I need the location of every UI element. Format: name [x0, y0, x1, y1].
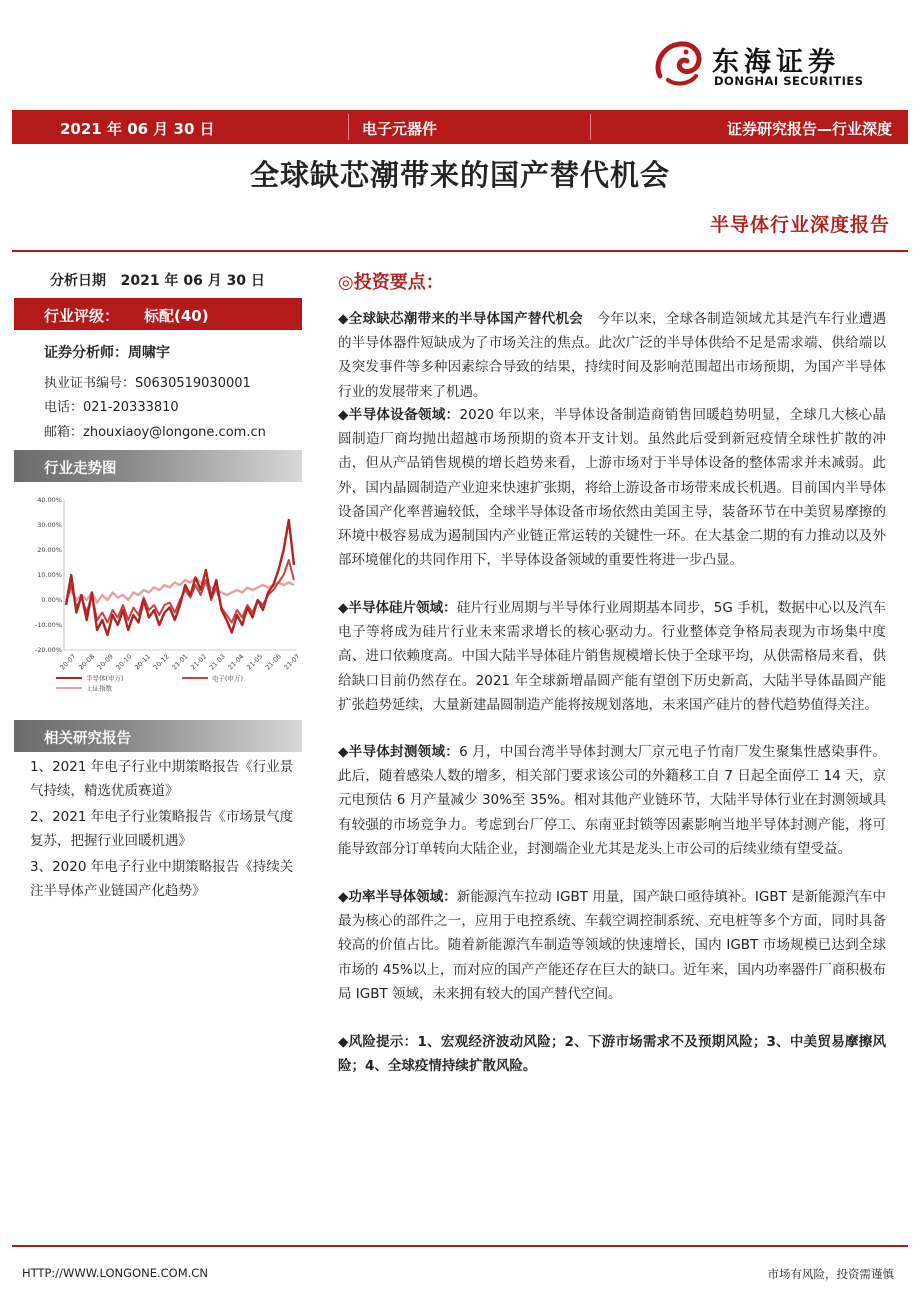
footer-divider	[12, 1245, 908, 1247]
trend-chart-svg	[34, 490, 302, 710]
x-tick-label: 20-10	[114, 652, 134, 672]
report-type: 证券研究报告—行业深度	[726, 120, 892, 138]
y-tick-label: 10.00%	[37, 571, 62, 579]
key-point-body: 6 月，中国台湾半导体封测大厂京元电子竹南厂发生聚集性感染事件。此后，随着感染人数的增多，相关部门要求该公司的外籍移工自 7 日起全面停工 14 天，京元电预估 6 月产量减少 30%至 35%。相对其他产业链环节，大陆半导体行业在封测领域具有较强的市场竞争力。考虑到台厂停工、东南亚封锁等因素影响当地半导体封测产能，将可能导致部分订单转向大陆企业，封测端企业尤其是龙头上市公司的后续业绩有望受益。	[338, 744, 886, 857]
top-banner	[12, 110, 908, 144]
y-tick-label: 20.00%	[37, 546, 62, 554]
key-point-head: ◆功率半导体领域：	[338, 889, 457, 905]
related-report-3[interactable]: 3、2020 年电子行业中期策略报告《持续关注半导体产业链国产化趋势》	[30, 859, 294, 899]
analysis-date-value: 2021 年 06 月 30 日	[120, 273, 265, 289]
x-tick-label: 21-02	[189, 652, 209, 672]
dragon-logo-icon	[650, 36, 706, 92]
industry-rating	[14, 298, 302, 330]
key-point-head: ◆全球缺芯潮带来的半导体国产替代机会	[338, 311, 584, 327]
series-line-0	[66, 520, 294, 635]
x-tick-label: 21-07	[282, 652, 302, 672]
y-tick-label: 0.00%	[41, 596, 62, 604]
rating-value: 标配(40)	[144, 307, 209, 325]
related-section-title: 相关研究报告	[44, 731, 131, 747]
key-point-paragraph	[338, 403, 886, 572]
y-tick-label: 40.00%	[37, 496, 62, 504]
y-tick-label: -20.00%	[34, 646, 62, 654]
legend-label: 电子(申万)	[212, 674, 244, 683]
legend-label: 半导体(申万)	[86, 674, 124, 683]
company-logo	[650, 36, 895, 92]
logo-en-text: DONGHAI SECURITIES	[714, 74, 864, 88]
analysis-date-label: 分析日期	[50, 273, 106, 289]
report-date: 2021 年 06 月 30 日	[60, 120, 215, 138]
key-point-body: 新能源汽车拉动 IGBT 用量，国产缺口亟待填补。IGBT 是新能源汽车中最为核心的部件之一，应用于电控系统、车载空调控制系统、充电桩等多个方面，同时具备较高的价值占比。随着新能源汽车制造等领域的快速增长，国内 IGBT 市场规模已达到全球市场的 45%以上，而对应的国产产能还存在巨大的缺口。近年来，国内功率器件厂商积极布局 IGBT 领域，未来拥有较大的国产替代空间。	[338, 889, 886, 1002]
y-tick-label: 30.00%	[37, 521, 62, 529]
x-tick-label: 20-08	[77, 652, 97, 672]
phone: 电话：021-20333810	[44, 400, 179, 415]
key-point-body: 硅片行业周期与半导体行业周期基本同步，5G 手机，数据中心以及汽车电子等将成为硅片行业未来需求增长的核心驱动力。行业整体竞争格局表现为市场集中度高、进口依赖度高。中国大陆半导体硅片销售规模增长快于全球平均，从供需格局来看，供给缺口目前仍然存在。2021 年全球新增晶圆产能有望创下历史新高，大陆半导体晶圆产能扩张趋势延续，大量新建晶圆制造产能将按规划落地，未来国产硅片的替代趋势值得关注。	[338, 600, 887, 713]
related-section-header	[14, 720, 302, 752]
email: 邮箱：zhouxiaoy@longone.com.cn	[44, 425, 266, 440]
y-tick-label: -10.00%	[34, 621, 62, 629]
key-point-head: ◆风险提示：	[338, 1034, 418, 1050]
rating-label: 行业评级：	[44, 307, 120, 325]
x-tick-label: 21-06	[263, 652, 283, 672]
cert-number: 执业证书编号：S0630519030001	[44, 376, 251, 391]
x-tick-label: 20-07	[58, 652, 78, 672]
analyst-name: 证券分析师：周啸宇	[44, 345, 170, 361]
series-line-1	[66, 560, 294, 623]
key-point-body: 2020 年以来，半导体设备制造商销售回暖趋势明显，全球几大核心晶圆制造厂商均抛出超越市场预期的资本开支计划。虽然此后受到新冠疫情全球性扩散的冲击，但从产品销售规模的增长趋势来看，上游市场对于半导体设备的整体需求并未减弱。此外，国内晶圆制造产业迎来快速扩张期，将给上游设备市场带来成长机遇。目前国内半导体设备国产化率普遍较低，全球半导体设备市场依然由美国主导，装备环节在中美贸易摩擦的环境中极容易成为遏制国内产业链正常运转的关键性一环。在大基金二期的有力推动以及外部环境催化的共同作用下，半导体设备领域的重要性将进一步凸显。	[338, 407, 886, 569]
key-point-head: ◆半导体设备领域：	[338, 407, 460, 423]
key-point-head: ◆半导体封测领域：	[338, 744, 460, 760]
analysis-date	[50, 270, 265, 290]
x-tick-label: 20-11	[133, 652, 153, 672]
footer-url[interactable]: HTTP://WWW.LONGONE.COM.CN	[22, 1266, 208, 1280]
legend-label: 上证指数	[86, 684, 112, 693]
x-tick-label: 20-12	[151, 652, 171, 672]
related-report-1[interactable]: 1、2021 年电子行业中期策略报告《行业景气持续，精选优质赛道》	[30, 759, 294, 799]
key-point-paragraph	[338, 885, 886, 1006]
trend-section-title: 行业走势图	[44, 461, 117, 477]
risk-warning	[338, 1030, 886, 1078]
key-point-paragraph	[338, 596, 886, 717]
key-point-paragraph	[338, 740, 886, 861]
key-point-body: 今年以来，全球各制造领域尤其是汽车行业遭遇的半导体器件短缺成为了市场关注的焦点。此次广泛的半导体供给不足是需求端、供给端以及突发事件等多种因素综合导致的结果，持续时间及影响范围超出市场预期，为国产半导体行业的发展带来了机遇。	[338, 311, 886, 400]
trend-section-header	[14, 450, 302, 482]
report-title: 全球缺芯潮带来的国产替代机会	[249, 158, 670, 192]
logo-cn-text: 东海证券	[712, 47, 840, 78]
key-point-body: 1、宏观经济波动风险；2、下游市场需求不及预期风险；3、中美贸易摩擦风险；4、全球疫情持续扩散风险。	[338, 1034, 886, 1075]
x-tick-label: 21-03	[207, 652, 227, 672]
x-tick-label: 21-01	[170, 652, 190, 672]
x-tick-label: 20-09	[95, 652, 115, 672]
key-point-paragraph	[338, 307, 886, 404]
title-divider	[12, 250, 908, 252]
banner-divider	[590, 114, 591, 140]
x-tick-label: 21-05	[245, 652, 265, 672]
x-tick-label: 21-04	[226, 652, 246, 672]
footer-disclaimer: 市场有风险，投资需谨慎	[767, 1267, 894, 1281]
key-points-title: ◎投资要点：	[338, 272, 444, 293]
report-category: 电子元器件	[362, 120, 438, 138]
banner-divider	[348, 114, 349, 140]
industry-trend-chart	[34, 490, 302, 710]
key-point-head: ◆半导体硅片领域：	[338, 600, 457, 616]
report-subtitle: 半导体行业深度报告	[709, 214, 890, 236]
related-report-2[interactable]: 2、2021 年电子行业策略报告《市场景气度复苏，把握行业回暖机遇》	[30, 809, 294, 849]
